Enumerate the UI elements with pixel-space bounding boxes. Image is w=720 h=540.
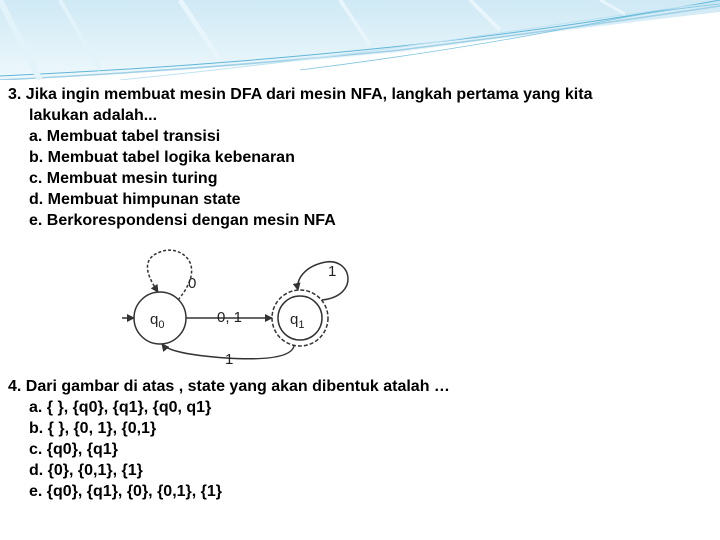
- header-banner: [0, 0, 720, 80]
- loop-q1-label: 1: [328, 263, 337, 280]
- question-4-option-a: a. { }, {q0}, {q1}, {q0, q1}: [29, 399, 212, 416]
- question-3-option-e: e. Berkorespondensi dengan mesin NFA: [29, 212, 336, 229]
- state-q1-label: $q_1$: [290, 311, 305, 331]
- nfa-diagram: [60, 240, 352, 366]
- question-3-option-b: b. Membuat tabel logika kebenaran: [29, 149, 295, 166]
- question-3-stem: 3. Jika ingin membuat mesin DFA dari mesin NFA, langkah pertama yang kita: [8, 86, 593, 103]
- question-3: [8, 84, 592, 231]
- edge-q0-q1-label: 0, 1: [217, 309, 243, 326]
- question-4-option-e: e. {q0}, {q1}, {0}, {0,1}, {1}: [29, 483, 222, 500]
- question-4: [8, 376, 450, 502]
- loop-q0-label: 0: [188, 275, 197, 292]
- edge-q1-q0-label: 1: [225, 351, 234, 366]
- question-3-option-a: a. Membuat tabel transisi: [29, 128, 221, 145]
- question-3-stem-continued: lakukan adalah...: [29, 107, 158, 124]
- state-q1: [278, 296, 322, 340]
- state-q1-outer: [272, 290, 328, 346]
- question-4-option-c: c. {q0}, {q1}: [29, 441, 118, 458]
- question-4-option-d: d. {0}, {0,1}, {1}: [29, 462, 143, 479]
- question-3-option-d: d. Membuat himpunan state: [29, 191, 241, 208]
- state-q0-label: $q_0$: [150, 311, 165, 331]
- question-4-option-b: b. { }, {0, 1}, {0,1}: [29, 420, 157, 437]
- loop-q1: [298, 262, 348, 300]
- question-4-stem: 4. Dari gambar di atas , state yang akan dibentuk atalah …: [8, 378, 450, 395]
- question-3-option-c: c. Membuat mesin turing: [29, 170, 218, 187]
